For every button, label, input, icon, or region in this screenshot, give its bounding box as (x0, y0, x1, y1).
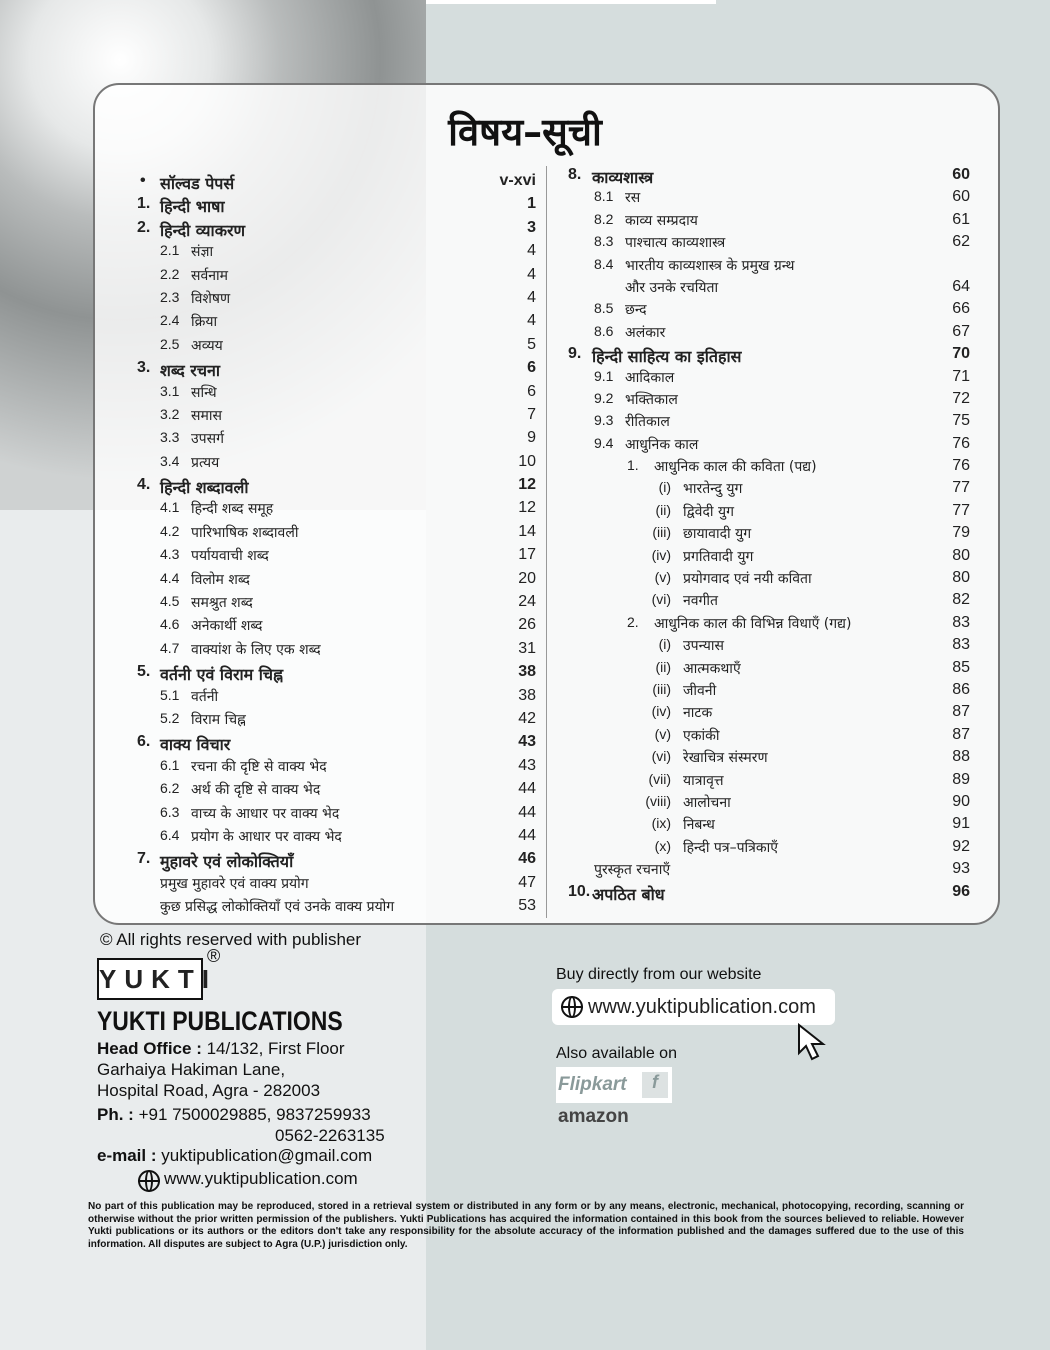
entry-number: 3.4 (160, 452, 180, 469)
entry-page: 61 (952, 210, 970, 228)
entry-title: वाच्य के आधार पर वाक्य भेद (191, 805, 340, 822)
entry-title: रस (625, 190, 641, 207)
entry-title: भक्तिकाल (625, 391, 678, 408)
amazon-logo[interactable]: amazon (558, 1106, 629, 1127)
toc-entry[interactable] (100, 219, 540, 242)
toc-entry[interactable] (550, 278, 975, 300)
toc-entry[interactable] (100, 780, 540, 803)
entry-number: (iii) (652, 680, 671, 697)
entry-title: छायावादी युग (683, 526, 752, 543)
entry-page: 88 (952, 748, 970, 766)
entry-number: 6.4 (160, 826, 180, 843)
entry-number: 2.3 (160, 288, 180, 305)
entry-title: द्विवेदी युग (683, 503, 734, 520)
buy-heading: Buy directly from our website (556, 966, 762, 983)
toc-entry[interactable] (100, 383, 540, 406)
entry-page: 76 (952, 457, 970, 475)
entry-page: 83 (952, 636, 970, 654)
entry-page: 44 (518, 826, 536, 844)
entry-page: 60 (952, 188, 970, 206)
entry-number: 8. (568, 166, 582, 183)
toc-entry[interactable] (100, 616, 540, 639)
entry-title: और उनके रचयिता (625, 279, 719, 296)
toc-entry[interactable] (550, 726, 975, 748)
entry-page: 14 (518, 522, 536, 540)
entry-page: 82 (952, 591, 970, 609)
entry-title: आलोचना (683, 794, 731, 811)
entry-title: नाटक (683, 705, 713, 722)
toc-entry[interactable] (100, 336, 540, 359)
entry-title: निबन्ध (683, 817, 715, 834)
entry-title: रीतिकाल (625, 414, 670, 431)
entry-number: 1. (627, 457, 639, 474)
entry-number: (v) (654, 725, 671, 742)
toc-entry[interactable] (550, 771, 975, 793)
entry-title: पाश्चात्य काव्यशास्त्र (625, 235, 726, 252)
entry-number: 9.1 (594, 367, 614, 384)
entry-page: 10 (518, 452, 536, 470)
toc-entry[interactable] (550, 211, 975, 233)
entry-number: 8.6 (594, 322, 614, 339)
entry-page: 70 (952, 345, 970, 363)
entry-page: 80 (952, 569, 970, 587)
head-office (97, 1039, 345, 1059)
entry-number: 2.4 (160, 312, 180, 329)
entry-title: भारतेन्दु युग (683, 481, 743, 498)
entry-number: • (140, 172, 146, 189)
yukti-logo: YUKTI (97, 958, 203, 1000)
entry-number: 2. (627, 613, 639, 630)
entry-page: v-xvi (499, 172, 536, 189)
entry-number: 2.5 (160, 335, 180, 352)
entry-number: (vii) (648, 770, 671, 787)
toc-entry[interactable] (100, 874, 540, 897)
toc-entry[interactable] (550, 233, 975, 255)
entry-number: 2. (137, 218, 151, 236)
entry-title: उपन्यास (683, 638, 724, 655)
entry-title: रचना की दृष्टि से वाक्य भेद (191, 758, 327, 775)
entry-title: पुरस्कृत रचनाएँ (594, 862, 671, 879)
email (97, 1146, 372, 1166)
toc-entry[interactable] (550, 479, 975, 501)
entry-number: 5. (137, 663, 151, 681)
entry-page: 6 (527, 359, 536, 377)
entry-page: 85 (952, 658, 970, 676)
toc-entry[interactable] (100, 499, 540, 522)
toc-entry[interactable] (100, 312, 540, 335)
entry-number: 2.2 (160, 265, 180, 282)
entry-page: 76 (952, 434, 970, 452)
entry-page: 77 (952, 501, 970, 519)
entry-page: 62 (952, 233, 970, 251)
entry-number: 6.1 (160, 756, 180, 773)
toc-entry[interactable] (550, 614, 975, 636)
entry-number: 4.5 (160, 593, 180, 610)
entry-page: 43 (518, 756, 536, 774)
entry-page: 83 (952, 613, 970, 631)
entry-number: 7. (137, 850, 151, 868)
entry-title: प्रयोगवाद एवं नयी कविता (683, 571, 812, 588)
entry-title: आदिकाल (625, 369, 675, 386)
toc-entry[interactable] (100, 827, 540, 850)
entry-number: 5.2 (160, 709, 180, 726)
entry-page: 4 (527, 265, 536, 283)
entry-number: 4.7 (160, 639, 180, 656)
entry-page: 42 (518, 709, 536, 727)
toc-entry[interactable] (550, 591, 975, 613)
entry-title: हिन्दी पत्र–पत्रिकाएँ (683, 839, 779, 856)
entry-page: 71 (952, 367, 970, 385)
globe-icon (138, 1170, 160, 1192)
toc-entry[interactable] (550, 815, 975, 837)
entry-title: हिन्दी भाषा (160, 197, 225, 217)
entry-title: सॉल्वड पेपर्स (160, 174, 235, 193)
entry-page: 12 (518, 476, 536, 494)
entry-title: समास (191, 407, 222, 424)
entry-page: 26 (518, 616, 536, 634)
toc-entry[interactable] (100, 897, 540, 920)
entry-title: अलंकार (625, 324, 666, 341)
entry-page: 3 (527, 218, 536, 236)
publisher-name: YUKTI PUBLICATIONS (97, 1006, 343, 1036)
toc-entry[interactable] (550, 256, 975, 278)
toc-entry[interactable] (100, 804, 540, 827)
toc-entry[interactable] (550, 748, 975, 770)
entry-page: 44 (518, 803, 536, 821)
entry-number: (vi) (651, 591, 671, 608)
email-address: yuktipublication@gmail.com (161, 1146, 373, 1165)
entry-title: वर्तनी (191, 688, 219, 705)
toc-entry[interactable] (550, 323, 975, 345)
entry-number: 9.4 (594, 434, 614, 451)
entry-title: पारिभाषिक शब्दावली (191, 524, 299, 541)
publisher-website-link[interactable]: www.yuktipublication.com (164, 1169, 358, 1188)
entry-number: (ii) (655, 658, 671, 675)
entry-page: 7 (527, 405, 536, 423)
entry-number: 9.2 (594, 389, 614, 406)
toc-entry[interactable] (100, 266, 540, 289)
entry-number: (iv) (651, 546, 671, 563)
entry-page: 4 (527, 242, 536, 260)
registered-mark: ® (207, 946, 221, 966)
entry-title: शब्द रचना (160, 361, 221, 381)
entry-number: 9.3 (594, 412, 614, 429)
entry-page: 12 (518, 499, 536, 517)
entry-page: 92 (952, 837, 970, 855)
office-address: 14/132, First Floor (206, 1039, 345, 1058)
toc-entry[interactable] (100, 453, 540, 476)
entry-number: 5.1 (160, 686, 180, 703)
toc-entry[interactable] (100, 406, 540, 429)
toc-entry[interactable] (550, 681, 975, 703)
toc-entry[interactable] (100, 195, 540, 218)
entry-title: रेखाचित्र संस्मरण (683, 750, 768, 767)
entry-page: 9 (527, 429, 536, 447)
entry-number: 2.1 (160, 242, 180, 259)
entry-title: वाक्यांश के लिए एक शब्द (191, 641, 321, 658)
entry-page: 80 (952, 546, 970, 564)
entry-title: वर्तनी एवं विराम चिह्न (160, 665, 284, 685)
entry-page: 60 (952, 166, 970, 183)
entry-page: 44 (518, 780, 536, 798)
entry-number: 4. (137, 476, 151, 494)
entry-title: अपठित बोध (592, 884, 665, 904)
entry-number: 8.5 (594, 300, 614, 317)
page-title: विषय–सूची (448, 110, 602, 154)
toc-entry[interactable] (100, 733, 540, 756)
toc-entry[interactable] (550, 547, 975, 569)
entry-title: हिन्दी साहित्य का इतिहास (592, 347, 742, 367)
cursor-arrow-icon (797, 1023, 831, 1063)
entry-number: 4.2 (160, 522, 180, 539)
office-label: Head Office : (97, 1039, 202, 1058)
entry-page: 31 (518, 639, 536, 657)
flipkart-logo[interactable] (556, 1067, 672, 1103)
toc-entry[interactable] (100, 570, 540, 593)
disclaimer: No part of this publication may be reproduced, stored in a retrieval system or distributed in any form or by any means, electronic, mechanical, photocopying, recording, scanning or otherwise without the prior written permission of the publishers. Yukti Publications has acquired the information contained in this book from the sources believed to reliable. However Yukti publications or its authors or the editors don't take any responsibility for the absolute accuracy of the information published and the damages suffered due to the use of this information. All disputes are subject to Agra (U.P.) jurisdiction only. (88, 1201, 964, 1250)
toc-entry[interactable] (550, 345, 975, 367)
entry-title: प्रमुख मुहावरे एवं वाक्य प्रयोग (160, 875, 309, 892)
entry-number: (viii) (645, 792, 671, 809)
entry-number: (vi) (651, 748, 671, 765)
toc-entry[interactable] (100, 593, 540, 616)
email-label: e-mail : (97, 1146, 157, 1165)
entry-page: 53 (518, 897, 536, 915)
toc-entry[interactable] (550, 412, 975, 434)
rights-notice: © All rights reserved with publisher (100, 930, 362, 949)
toc-entry[interactable] (550, 838, 975, 860)
globe-icon (561, 996, 583, 1018)
entry-page: 17 (518, 546, 536, 564)
entry-number: 3.3 (160, 429, 180, 446)
entry-page: 1 (527, 195, 536, 213)
entry-page: 67 (952, 322, 970, 340)
entry-title: भारतीय काव्यशास्त्र के प्रमुख ग्रन्थ (625, 257, 795, 274)
entry-page: 96 (952, 882, 970, 900)
entry-title: मुहावरे एवं लोकोक्तियाँ (160, 852, 294, 872)
website-button[interactable] (552, 989, 835, 1025)
toc-entry[interactable] (100, 687, 540, 710)
toc-entry[interactable] (100, 640, 540, 663)
entry-title: अव्यय (191, 337, 223, 354)
toc-entry[interactable] (100, 523, 540, 546)
entry-number: 4.1 (160, 499, 180, 516)
toc-entry[interactable] (550, 300, 975, 322)
entry-title: काव्यशास्त्र (592, 168, 654, 187)
entry-number: 8.4 (594, 255, 614, 272)
entry-number: 4.3 (160, 546, 180, 563)
entry-title: नवगीत (683, 593, 719, 610)
entry-number: 6.3 (160, 803, 180, 820)
entry-page: 43 (518, 733, 536, 751)
toc-entry[interactable] (550, 390, 975, 412)
toc-entry[interactable] (550, 703, 975, 725)
address-line-2: Hospital Road, Agra - 282003 (97, 1081, 321, 1100)
entry-page: 5 (527, 335, 536, 353)
entry-number: (v) (654, 569, 671, 586)
entry-page: 90 (952, 792, 970, 810)
entry-title: क्रिया (191, 314, 218, 331)
phone-label: Ph. : (97, 1105, 134, 1124)
entry-page: 46 (518, 850, 536, 868)
toc-entry[interactable] (100, 663, 540, 686)
entry-page: 64 (952, 277, 970, 295)
entry-number: (x) (654, 837, 671, 854)
entry-title: काव्य सम्प्रदाय (625, 212, 698, 229)
entry-title: वाक्य विचार (160, 735, 231, 755)
entry-title: हिन्दी शब्दावली (160, 478, 249, 498)
entry-page: 75 (952, 412, 970, 430)
toc-entry[interactable] (100, 757, 540, 780)
also-available-label: Also available on (556, 1045, 677, 1062)
phone (97, 1105, 371, 1125)
entry-title: प्रयोग के आधार पर वाक्य भेद (191, 828, 342, 845)
phone-numbers: +91 7500029885, 9837259933 (138, 1105, 371, 1124)
entry-title: आधुनिक काल की कविता (पद्य) (654, 459, 817, 476)
toc-entry[interactable] (550, 636, 975, 658)
toc-entry[interactable] (550, 659, 975, 681)
toc-entry[interactable] (550, 883, 975, 905)
entry-title: समश्रुत शब्द (191, 595, 253, 612)
entry-title: आधुनिक काल की विभिन्न विधाएँ (गद्य) (654, 615, 852, 632)
toc-entry[interactable] (550, 166, 975, 188)
entry-number: 10. (568, 882, 591, 900)
toc-entry[interactable] (550, 793, 975, 815)
entry-number: (ix) (651, 815, 671, 832)
entry-title: सर्वनाम (191, 267, 229, 284)
entry-number: 6.2 (160, 780, 180, 797)
entry-number: 8.1 (594, 188, 614, 205)
entry-number: 8.3 (594, 233, 614, 250)
entry-title: अर्थ की दृष्टि से वाक्य भेद (191, 782, 321, 799)
entry-title: छन्द (625, 302, 647, 319)
entry-number: (ii) (655, 501, 671, 518)
toc-entry[interactable] (100, 359, 540, 382)
toc-entry[interactable] (100, 429, 540, 452)
toc-entry[interactable] (100, 172, 540, 195)
toc-entry[interactable] (100, 476, 540, 499)
entry-title: पर्यायवाची शब्द (191, 548, 269, 565)
toc-entry[interactable] (550, 368, 975, 390)
toc-entry[interactable] (550, 457, 975, 479)
entry-page: 86 (952, 680, 970, 698)
entry-title: आधुनिक काल (625, 436, 699, 453)
entry-number: 8.2 (594, 210, 614, 227)
entry-number: 3.2 (160, 405, 180, 422)
toc-entry[interactable] (550, 188, 975, 210)
entry-page: 89 (952, 770, 970, 788)
toc-entry[interactable] (100, 289, 540, 312)
entry-title: हिन्दी व्याकरण (160, 220, 246, 240)
entry-page: 4 (527, 288, 536, 306)
entry-page: 38 (518, 686, 536, 704)
entry-page: 66 (952, 300, 970, 318)
entry-number: 3.1 (160, 382, 180, 399)
entry-title: आत्मकथाएँ (683, 660, 741, 677)
entry-title: प्रत्यय (191, 454, 220, 471)
entry-page: 72 (952, 389, 970, 407)
toc-entry[interactable] (100, 242, 540, 265)
toc-left-column (100, 172, 540, 921)
entry-page: 24 (518, 593, 536, 611)
toc-entry[interactable] (550, 502, 975, 524)
entry-number: 1. (137, 195, 151, 213)
entry-number: 3. (137, 359, 151, 377)
column-divider (546, 166, 547, 918)
entry-title: अनेकार्थी शब्द (191, 618, 263, 635)
entry-title: संज्ञा (191, 244, 214, 261)
background-strip (426, 0, 716, 4)
toc-entry[interactable] (100, 546, 540, 569)
flipkart-bag-icon: f (642, 1072, 668, 1098)
phone-2: 0562-2263135 (275, 1126, 385, 1145)
entry-page: 87 (952, 725, 970, 743)
entry-page: 93 (952, 860, 970, 878)
address-line-1: Garhaiya Hakiman Lane, (97, 1060, 286, 1079)
entry-number: (iii) (652, 524, 671, 541)
toc-right-column (550, 166, 975, 905)
website-url: www.yuktipublication.com (588, 996, 816, 1018)
entry-page: 77 (952, 479, 970, 497)
toc-entry[interactable] (550, 860, 975, 882)
entry-title: उपसर्ग (191, 431, 224, 448)
entry-number: 9. (568, 345, 582, 363)
entry-page: 4 (527, 312, 536, 330)
entry-page: 87 (952, 703, 970, 721)
entry-page: 91 (952, 815, 970, 833)
entry-page: 47 (518, 873, 536, 891)
toc-entry[interactable] (550, 435, 975, 457)
entry-title: विराम चिह्न (191, 711, 246, 728)
entry-page: 38 (518, 663, 536, 681)
entry-number: 4.6 (160, 616, 180, 633)
entry-title: हिन्दी शब्द समूह (191, 501, 274, 518)
entry-number: (i) (658, 636, 671, 653)
entry-title: प्रगतिवादी युग (683, 548, 754, 565)
entry-title: एकांकी (683, 727, 720, 744)
entry-page: 79 (952, 524, 970, 542)
entry-number: (i) (658, 479, 671, 496)
flipkart-text: Flipkart (558, 1074, 627, 1095)
entry-title: जीवनी (683, 682, 717, 699)
entry-title: विलोम शब्द (191, 571, 250, 588)
entry-page: 6 (527, 382, 536, 400)
entry-title: सन्धि (191, 384, 217, 401)
toc-entry[interactable] (550, 524, 975, 546)
entry-title: यात्रावृत्त (683, 772, 724, 789)
entry-number: 4.4 (160, 569, 180, 586)
entry-number: 6. (137, 733, 151, 751)
entry-number: (iv) (651, 703, 671, 720)
entry-page: 20 (518, 569, 536, 587)
toc-entry[interactable] (100, 710, 540, 733)
entry-title: विशेषण (191, 290, 231, 307)
toc-entry[interactable] (550, 569, 975, 591)
toc-entry[interactable] (100, 850, 540, 873)
entry-title: कुछ प्रसिद्ध लोकोक्तियाँ एवं उनके वाक्य प्रयोग (160, 899, 395, 916)
